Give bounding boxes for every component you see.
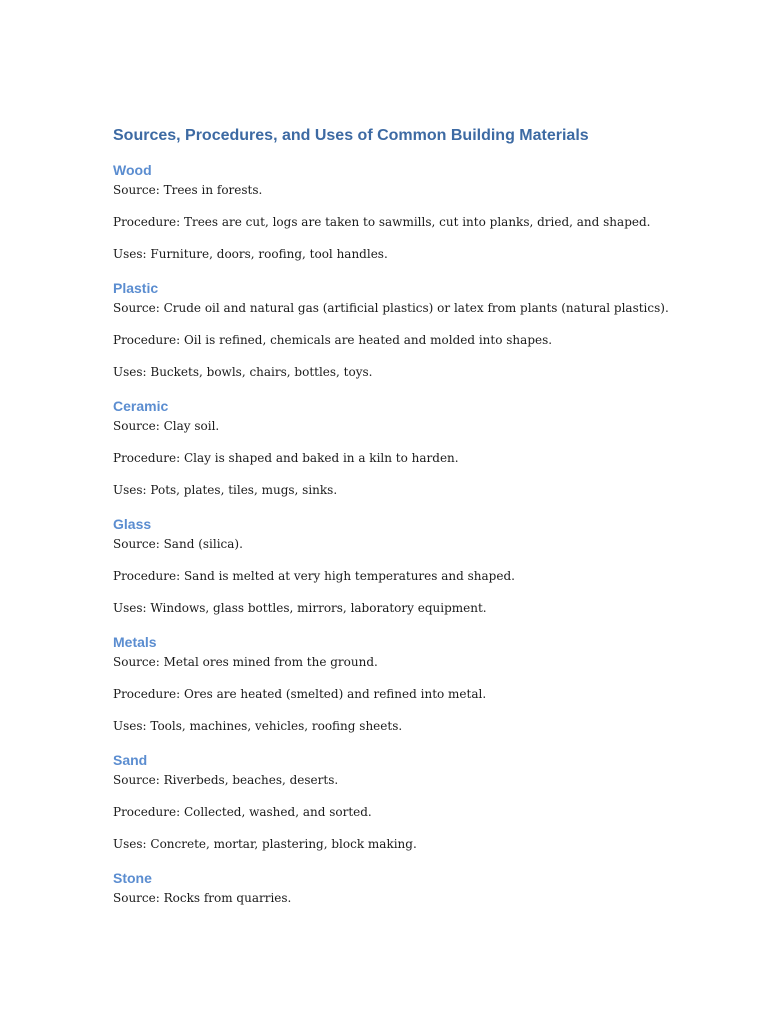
section-heading: Glass: [113, 516, 152, 532]
uses-paragraph: Uses: Concrete, mortar, plastering, block making.: [113, 837, 417, 851]
section-heading: Stone: [113, 870, 152, 886]
document-title: Sources, Procedures, and Uses of Common Building Materials: [113, 127, 589, 144]
source-paragraph: Source: Rocks from quarries.: [113, 891, 292, 905]
source-paragraph: Source: Metal ores mined from the ground.: [113, 655, 378, 669]
source-paragraph: Source: Sand (silica).: [113, 537, 243, 551]
uses-paragraph: Uses: Windows, glass bottles, mirrors, laboratory equipment.: [113, 601, 487, 615]
section-heading: Metals: [113, 634, 157, 650]
source-paragraph: Source: Riverbeds, beaches, deserts.: [113, 773, 339, 787]
section-metals: [113, 632, 673, 736]
uses-paragraph: Uses: Buckets, bowls, chairs, bottles, toys.: [113, 365, 373, 379]
uses-paragraph: Uses: Tools, machines, vehicles, roofing sheets.: [113, 719, 403, 733]
section-glass: [113, 514, 673, 618]
section-heading: Ceramic: [113, 398, 169, 414]
procedure-paragraph: Procedure: Sand is melted at very high temperatures and shaped.: [113, 569, 515, 583]
procedure-paragraph: Procedure: Trees are cut, logs are taken to sawmills, cut into planks, dried, and shaped.: [113, 215, 651, 229]
procedure-paragraph: Procedure: Clay is shaped and baked in a kiln to harden.: [113, 451, 459, 465]
source-paragraph: Source: Trees in forests.: [113, 183, 263, 197]
section-heading: Plastic: [113, 280, 159, 296]
section-plastic: [113, 278, 673, 382]
procedure-paragraph: Procedure: Ores are heated (smelted) and refined into metal.: [113, 687, 487, 701]
source-paragraph: Source: Crude oil and natural gas (artificial plastics) or latex from plants (natural plastics).: [113, 301, 669, 315]
uses-paragraph: Uses: Pots, plates, tiles, mugs, sinks.: [113, 483, 338, 497]
section-heading: Wood: [113, 162, 152, 178]
uses-paragraph: Uses: Furniture, doors, roofing, tool handles.: [113, 247, 388, 261]
section-stone: [113, 868, 673, 908]
section-ceramic: [113, 396, 673, 500]
document-body: [113, 124, 673, 908]
section-heading: Sand: [113, 752, 148, 768]
procedure-paragraph: Procedure: Oil is refined, chemicals are heated and molded into shapes.: [113, 333, 553, 347]
section-wood: [113, 160, 673, 264]
section-sand: [113, 750, 673, 854]
source-paragraph: Source: Clay soil.: [113, 419, 220, 433]
procedure-paragraph: Procedure: Collected, washed, and sorted.: [113, 805, 372, 819]
